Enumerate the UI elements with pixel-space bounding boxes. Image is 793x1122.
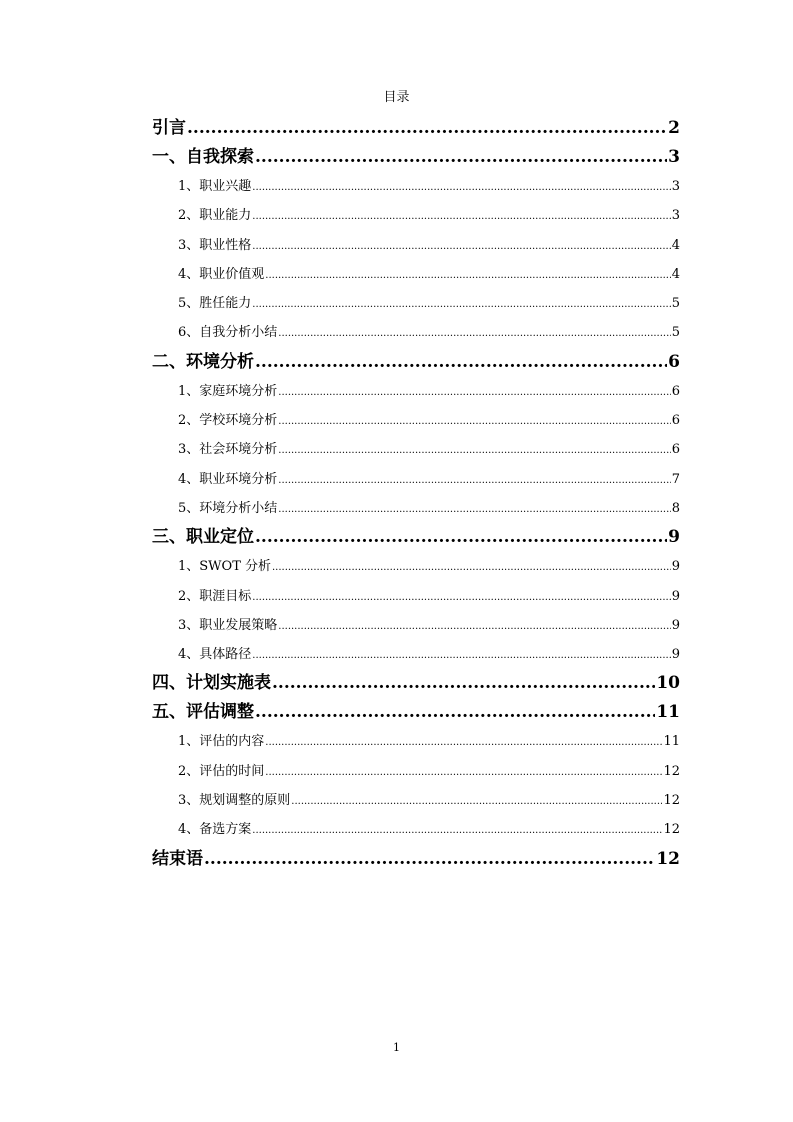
toc-entry-label: 5、胜任能力 xyxy=(178,296,252,312)
toc-dot-leader xyxy=(278,318,670,348)
toc-dot-leader xyxy=(252,231,670,261)
toc-section-row[interactable] xyxy=(152,465,680,494)
toc-entry-label: 一、自我探索 xyxy=(152,147,254,167)
toc-entry-label: 4、职业价值观 xyxy=(178,266,265,282)
toc-entry-label: 1、家庭环境分析 xyxy=(178,383,278,399)
toc-entry-page: 8 xyxy=(671,500,680,516)
toc-chapter-row[interactable] xyxy=(152,845,680,874)
toc-dot-leader xyxy=(255,523,667,552)
toc-entry-page: 12 xyxy=(663,763,680,779)
toc-entry-label: 6、自我分析小结 xyxy=(178,325,278,341)
toc-dot-leader xyxy=(252,815,662,845)
toc-dot-leader xyxy=(204,845,655,874)
toc-chapter-row[interactable] xyxy=(152,348,680,377)
toc-section-row[interactable] xyxy=(152,172,680,201)
toc-section-row[interactable] xyxy=(152,582,680,611)
toc-entry-label: 3、职业性格 xyxy=(178,237,252,253)
toc-entry-label: 结束语 xyxy=(152,848,203,869)
toc-entry-page: 3 xyxy=(668,147,680,167)
toc-entry-page: 5 xyxy=(671,325,680,341)
toc-entry-page: 9 xyxy=(671,559,680,575)
toc-entry-label: 四、计划实施表 xyxy=(152,673,271,694)
toc-entry-label: 4、备选方案 xyxy=(178,822,252,838)
page-number: 1 xyxy=(393,1041,400,1054)
toc-section-row[interactable] xyxy=(152,727,680,756)
toc-section-row[interactable] xyxy=(152,757,680,786)
toc-entry-label: 三、职业定位 xyxy=(152,527,254,548)
toc-dot-leader xyxy=(278,406,670,436)
toc-chapter-row[interactable] xyxy=(152,523,680,552)
toc-entry-page: 12 xyxy=(663,793,680,809)
toc-section-row[interactable] xyxy=(152,435,680,464)
toc-entry-label: 五、评估调整 xyxy=(152,702,254,723)
toc-chapter-row[interactable] xyxy=(152,669,680,698)
toc-entry-label: 1、职业兴趣 xyxy=(178,179,252,194)
toc-section-row[interactable] xyxy=(152,815,680,844)
toc-entry-page: 11 xyxy=(656,702,680,723)
toc-dot-leader xyxy=(278,377,670,407)
toc-chapter-row[interactable] xyxy=(152,143,680,172)
toc-entry-page: 9 xyxy=(671,617,680,633)
toc-entry-label: 1、评估的内容 xyxy=(178,734,265,750)
toc-entry-label: 4、职业环境分析 xyxy=(178,471,278,487)
toc-entry-page: 6 xyxy=(671,413,680,429)
toc-entry-page: 4 xyxy=(671,266,680,282)
toc-entry-page: 11 xyxy=(663,734,680,750)
toc-entry-label: 1、SWOT 分析 xyxy=(178,559,271,575)
toc-entry-label: 2、评估的时间 xyxy=(178,763,265,779)
toc-dot-leader xyxy=(278,465,670,495)
toc-dot-leader xyxy=(272,669,655,698)
page-title: 目录 xyxy=(383,90,410,105)
toc-dot-leader xyxy=(265,727,662,757)
toc-dot-leader xyxy=(252,640,670,670)
toc-section-row[interactable] xyxy=(152,611,680,640)
toc-entry-label: 3、社会环境分析 xyxy=(178,442,278,458)
toc-dot-leader xyxy=(252,289,670,319)
toc-entry-label: 引言 xyxy=(152,118,186,138)
toc-section-row[interactable] xyxy=(152,494,680,523)
toc-section-row[interactable] xyxy=(152,231,680,260)
toc-entry-label: 3、职业发展策略 xyxy=(178,617,278,633)
toc-section-row[interactable] xyxy=(152,406,680,435)
toc-entry-label: 4、具体路径 xyxy=(178,647,252,663)
toc-dot-leader xyxy=(252,201,670,231)
toc-dot-leader xyxy=(255,698,655,727)
toc-dot-leader xyxy=(265,757,662,787)
toc-section-row[interactable] xyxy=(152,260,680,289)
toc-section-row[interactable] xyxy=(152,201,680,230)
toc-entry-page: 9 xyxy=(671,588,680,604)
toc-entry-label: 3、规划调整的原则 xyxy=(178,793,291,809)
toc-entry-page: 5 xyxy=(671,296,680,312)
toc-dot-leader xyxy=(278,494,670,524)
toc-dot-leader xyxy=(252,582,670,612)
toc-entry-page: 3 xyxy=(671,179,680,194)
toc-dot-leader xyxy=(291,786,662,816)
toc-entry-label: 二、环境分析 xyxy=(152,351,254,372)
toc-section-row[interactable] xyxy=(152,640,680,669)
toc-section-row[interactable] xyxy=(152,786,680,815)
toc-entry-page: 12 xyxy=(656,848,680,869)
toc-dot-leader xyxy=(278,435,670,465)
toc-dot-leader xyxy=(187,114,667,143)
toc-dot-leader xyxy=(272,552,671,582)
toc-entry-page: 6 xyxy=(668,351,680,372)
toc-dot-leader xyxy=(255,143,667,172)
toc-entry-page: 10 xyxy=(656,673,680,694)
table-of-contents xyxy=(152,114,680,874)
toc-chapter-row[interactable] xyxy=(152,698,680,727)
toc-entry-page: 3 xyxy=(671,208,680,224)
toc-section-row[interactable] xyxy=(152,552,680,581)
toc-dot-leader xyxy=(265,260,670,290)
toc-entry-page: 6 xyxy=(671,442,680,458)
toc-section-row[interactable] xyxy=(152,377,680,406)
toc-section-row[interactable] xyxy=(152,289,680,318)
toc-entry-page: 6 xyxy=(671,383,680,399)
toc-entry-label: 2、职涯目标 xyxy=(178,588,252,604)
toc-entry-label: 5、环境分析小结 xyxy=(178,500,278,516)
toc-entry-page: 4 xyxy=(671,237,680,253)
toc-entry-page: 9 xyxy=(668,527,680,548)
toc-dot-leader xyxy=(255,348,667,377)
toc-chapter-row[interactable] xyxy=(152,114,680,143)
toc-entry-page: 12 xyxy=(663,822,680,838)
toc-entry-page: 2 xyxy=(668,118,680,138)
toc-section-row[interactable] xyxy=(152,318,680,347)
toc-entry-page: 9 xyxy=(671,647,680,663)
toc-dot-leader xyxy=(252,172,670,202)
toc-entry-page: 7 xyxy=(671,471,680,487)
toc-entry-label: 2、学校环境分析 xyxy=(178,413,278,429)
toc-entry-label: 2、职业能力 xyxy=(178,208,252,224)
toc-dot-leader xyxy=(278,611,670,641)
